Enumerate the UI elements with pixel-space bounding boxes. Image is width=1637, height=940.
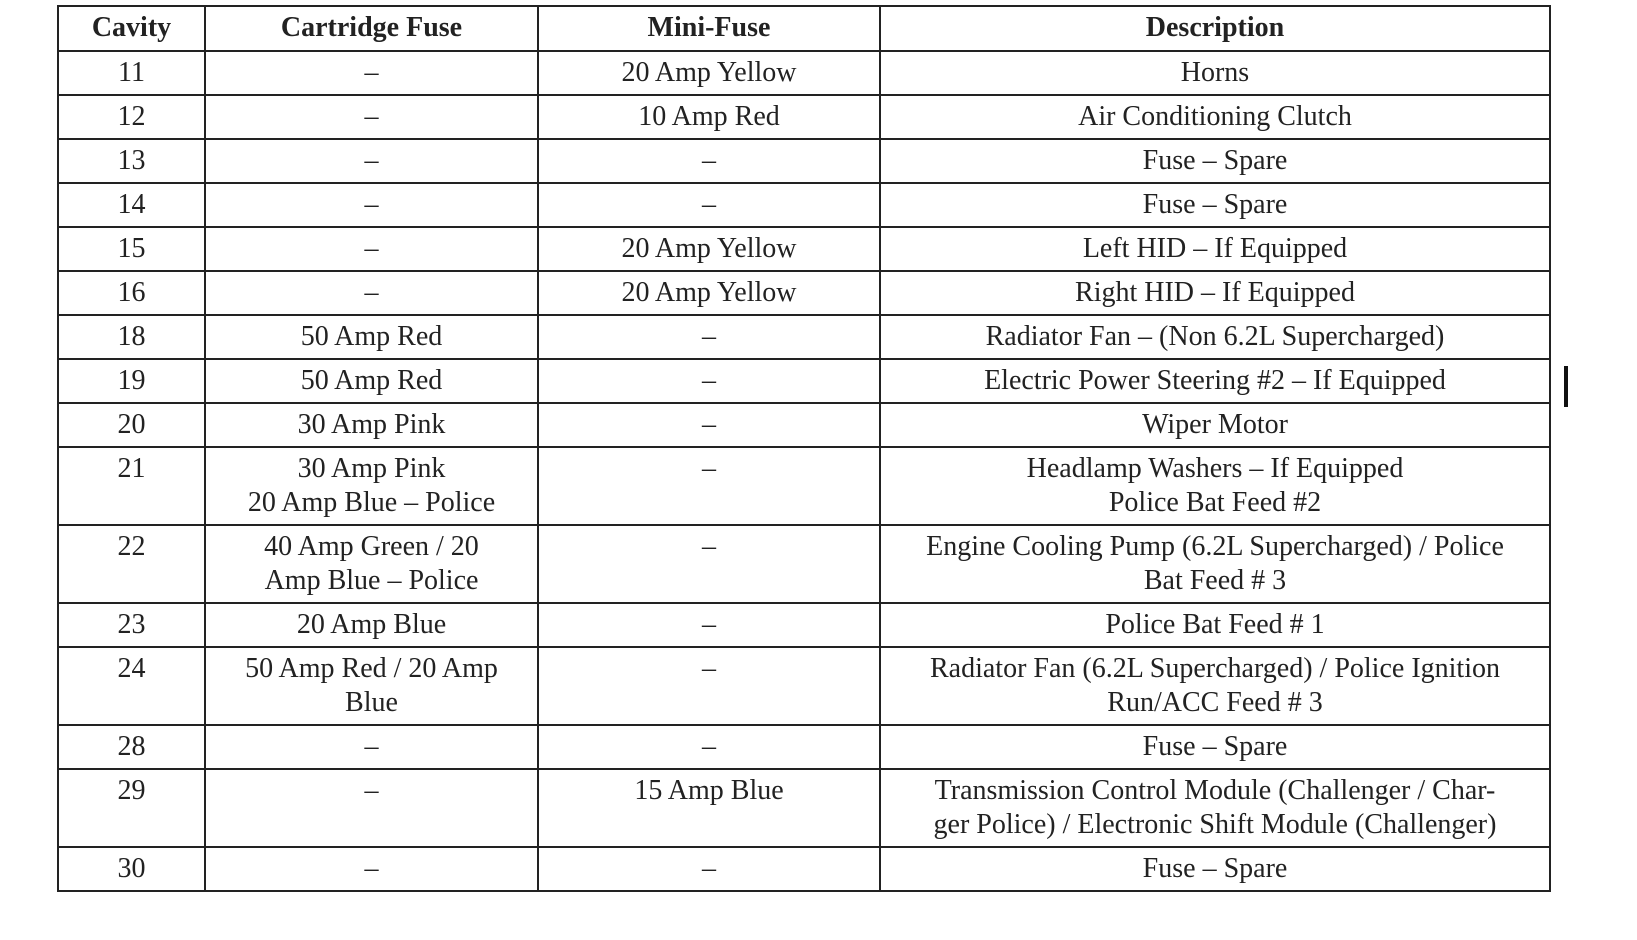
mini-fuse-cell-line: –	[702, 853, 716, 884]
description-cell-line: Engine Cooling Pump (6.2L Supercharged) / Police	[926, 531, 1504, 562]
mini-fuse-cell	[538, 139, 880, 183]
cartridge-fuse-cell-line: Blue	[345, 687, 398, 718]
description-cell-line: Air Conditioning Clutch	[1078, 101, 1352, 132]
cartridge-fuse-cell	[205, 51, 538, 95]
mini-fuse-cell-line: –	[702, 321, 716, 352]
cavity-cell: 16	[58, 271, 205, 315]
cartridge-fuse-cell	[205, 447, 538, 525]
mini-fuse-cell-line: –	[702, 409, 716, 440]
table-row	[58, 447, 1550, 525]
cavity-cell: 12	[58, 95, 205, 139]
cavity-cell: 19	[58, 359, 205, 403]
mini-fuse-cell	[538, 359, 880, 403]
table-row	[58, 227, 1550, 271]
margin-change-bar	[1564, 366, 1568, 407]
table-body	[58, 51, 1550, 891]
cavity-cell: 15	[58, 227, 205, 271]
description-cell	[880, 51, 1550, 95]
cartridge-fuse-cell-line: –	[364, 233, 379, 264]
cartridge-fuse-cell	[205, 769, 538, 847]
cavity-cell: 14	[58, 183, 205, 227]
description-cell-line: Police Bat Feed # 1	[1105, 609, 1325, 640]
mini-fuse-cell-line: –	[702, 189, 716, 220]
cartridge-fuse-cell-line: –	[364, 57, 379, 88]
cavity-cell: 24	[58, 647, 205, 725]
mini-fuse-cell-line: –	[702, 365, 716, 396]
table-row	[58, 603, 1550, 647]
cavity-cell: 23	[58, 603, 205, 647]
description-cell	[880, 403, 1550, 447]
mini-fuse-cell	[538, 525, 880, 603]
mini-fuse-cell	[538, 403, 880, 447]
cavity-cell: 20	[58, 403, 205, 447]
mini-fuse-cell	[538, 847, 880, 891]
description-cell-line: Wiper Motor	[1142, 409, 1288, 440]
description-cell-line: Fuse – Spare	[1142, 189, 1288, 220]
table-row	[58, 51, 1550, 95]
description-cell	[880, 447, 1550, 525]
description-cell	[880, 525, 1550, 603]
mini-fuse-cell-line: –	[702, 531, 716, 562]
cartridge-fuse-cell	[205, 95, 538, 139]
mini-fuse-cell-line: –	[702, 145, 716, 176]
table-row	[58, 359, 1550, 403]
cartridge-fuse-cell-line: Amp Blue – Police	[264, 565, 479, 596]
mini-fuse-cell-line: 15 Amp Blue	[634, 775, 784, 806]
mini-fuse-cell	[538, 95, 880, 139]
description-cell	[880, 271, 1550, 315]
description-cell-line: Fuse – Spare	[1142, 853, 1288, 884]
cartridge-fuse-cell-line: 30 Amp Pink	[297, 409, 446, 440]
description-cell	[880, 227, 1550, 271]
table-row	[58, 525, 1550, 603]
description-cell-line: Fuse – Spare	[1142, 145, 1288, 176]
mini-fuse-cell	[538, 183, 880, 227]
cartridge-fuse-cell	[205, 647, 538, 725]
cartridge-fuse-cell-line: –	[364, 101, 379, 132]
mini-fuse-cell	[538, 271, 880, 315]
description-cell-line: Run/ACC Feed # 3	[1107, 687, 1323, 718]
description-cell-line: Headlamp Washers – If Equipped	[1026, 453, 1404, 484]
mini-fuse-cell	[538, 725, 880, 769]
table-row	[58, 647, 1550, 725]
mini-fuse-cell-line: –	[702, 731, 716, 762]
cavity-cell: 22	[58, 525, 205, 603]
cartridge-fuse-cell	[205, 403, 538, 447]
cartridge-fuse-cell	[205, 315, 538, 359]
cartridge-fuse-cell-line: 20 Amp Blue – Police	[247, 487, 496, 518]
description-cell-line: Left HID – If Equipped	[1082, 233, 1348, 264]
cavity-cell: 21	[58, 447, 205, 525]
description-cell	[880, 139, 1550, 183]
mini-fuse-cell	[538, 51, 880, 95]
description-cell	[880, 359, 1550, 403]
cartridge-fuse-cell-line: –	[364, 731, 379, 762]
cartridge-fuse-cell-line: –	[364, 853, 379, 884]
header-mini-fuse: Mini-Fuse	[538, 6, 880, 51]
mini-fuse-cell-line: 20 Amp Yellow	[621, 277, 797, 308]
mini-fuse-cell	[538, 769, 880, 847]
mini-fuse-cell	[538, 603, 880, 647]
table-row	[58, 725, 1550, 769]
cartridge-fuse-cell-line: 20 Amp Blue	[296, 609, 447, 640]
table-row	[58, 769, 1550, 847]
table-row	[58, 271, 1550, 315]
description-cell	[880, 603, 1550, 647]
header-cartridge-fuse: Cartridge Fuse	[205, 6, 538, 51]
cartridge-fuse-cell	[205, 139, 538, 183]
mini-fuse-cell-line: 20 Amp Yellow	[621, 233, 797, 264]
description-cell-line: Fuse – Spare	[1142, 731, 1288, 762]
mini-fuse-cell	[538, 315, 880, 359]
description-cell-line: Transmission Control Module (Challenger / Char-	[934, 775, 1496, 806]
mini-fuse-cell-line: 20 Amp Yellow	[621, 57, 797, 88]
mini-fuse-cell	[538, 227, 880, 271]
cartridge-fuse-cell-line: –	[364, 775, 379, 806]
mini-fuse-cell-line: –	[702, 653, 716, 684]
table-header-row	[58, 6, 1550, 51]
cartridge-fuse-cell	[205, 847, 538, 891]
mini-fuse-cell-line: –	[702, 609, 716, 640]
description-cell	[880, 647, 1550, 725]
cavity-cell: 30	[58, 847, 205, 891]
description-cell	[880, 95, 1550, 139]
cavity-cell: 29	[58, 769, 205, 847]
description-cell-line: Police Bat Feed #2	[1108, 487, 1322, 518]
table-row	[58, 139, 1550, 183]
description-cell	[880, 847, 1550, 891]
mini-fuse-cell	[538, 647, 880, 725]
mini-fuse-cell-line: –	[702, 453, 716, 484]
table-row	[58, 95, 1550, 139]
table-row	[58, 847, 1550, 891]
table-row	[58, 183, 1550, 227]
cartridge-fuse-cell	[205, 271, 538, 315]
description-cell	[880, 183, 1550, 227]
cartridge-fuse-cell-line: 50 Amp Red	[300, 321, 443, 352]
description-cell-line: Bat Feed # 3	[1143, 565, 1287, 596]
cartridge-fuse-cell	[205, 525, 538, 603]
header-description: Description	[880, 6, 1550, 51]
cartridge-fuse-cell-line: 50 Amp Red / 20 Amp	[245, 653, 498, 684]
cavity-cell: 28	[58, 725, 205, 769]
cartridge-fuse-cell-line: 50 Amp Red	[300, 365, 443, 396]
description-cell-line: Electric Power Steering #2 – If Equipped	[984, 365, 1446, 396]
description-cell-line: Horns	[1180, 57, 1250, 88]
mini-fuse-cell-line: 10 Amp Red	[638, 101, 780, 132]
cavity-cell: 11	[58, 51, 205, 95]
cartridge-fuse-cell-line: 40 Amp Green / 20	[264, 531, 479, 562]
description-cell	[880, 315, 1550, 359]
cartridge-fuse-cell	[205, 227, 538, 271]
fuse-table	[57, 5, 1551, 892]
description-cell	[880, 725, 1550, 769]
cartridge-fuse-cell	[205, 603, 538, 647]
cartridge-fuse-cell-line: –	[364, 277, 379, 308]
description-cell	[880, 769, 1550, 847]
table-row	[58, 403, 1550, 447]
cavity-cell: 13	[58, 139, 205, 183]
description-cell-line: ger Police) / Electronic Shift Module (Challenger)	[933, 809, 1497, 840]
cartridge-fuse-cell	[205, 359, 538, 403]
cartridge-fuse-cell-line: –	[364, 189, 379, 220]
description-cell-line: Radiator Fan (6.2L Supercharged) / Police Ignition	[930, 653, 1500, 684]
header-cavity: Cavity	[58, 6, 205, 51]
cavity-cell: 18	[58, 315, 205, 359]
description-cell-line: Radiator Fan – (Non 6.2L Supercharged)	[985, 321, 1445, 352]
cartridge-fuse-cell	[205, 183, 538, 227]
table-row	[58, 315, 1550, 359]
description-cell-line: Right HID – If Equipped	[1075, 277, 1355, 308]
cartridge-fuse-cell-line: 30 Amp Pink	[297, 453, 446, 484]
mini-fuse-cell	[538, 447, 880, 525]
cartridge-fuse-cell-line: –	[364, 145, 379, 176]
cartridge-fuse-cell	[205, 725, 538, 769]
